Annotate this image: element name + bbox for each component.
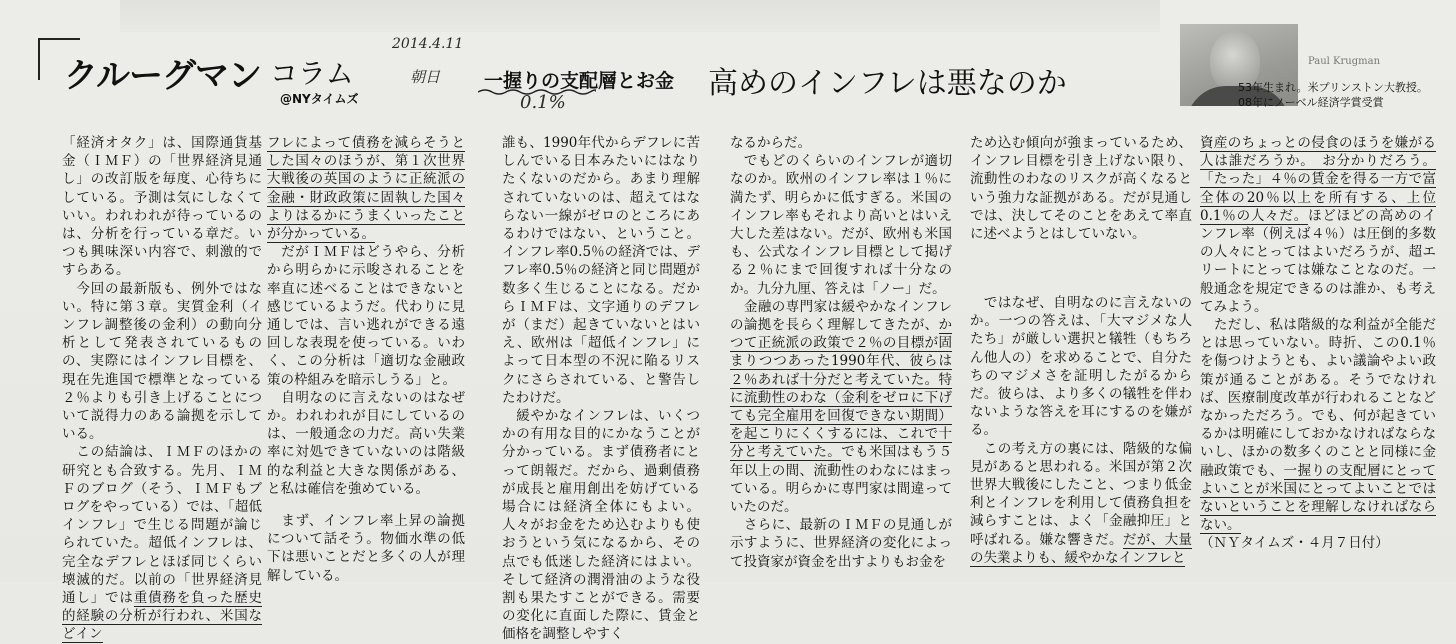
author-bio [1238,80,1438,110]
paragraph-text: ほどほどの高めのインフレ率（例えば４％）は圧倒的多数の人々にとってはよいだろうが、超エリートにとっては嫌なことなのだ。一般通念を規定できるのは誰か、も考えてみよう。 ただし、私は階級的な利益が全能だとは思っていない。時折、この0.1％を傷つけようとも、よい議論やよい政策が通ることがある。そうでなければ、医療制度改革が行われることなどなかっただろう。でも、何が起きているかは明確にしておかなければならないし、ほかの数多くのことと同様に金融政策でも、 [1200,207,1436,479]
handwritten-paper-name: 朝日 [410,68,441,86]
paragraph-text: 誰も、1990年代からデフレに苦しんでいる日本みたいにはなりたくないのだから。あまり理解されていないのは、超えてはならない一線がゼロのところにあるわけではない、ということ。インフレ率0.5％の経済では、デフレ率0.5％の経済と同じ問題が数多く生じることになる。だからＩＭＦは、文字通りのデフレが（まだ）起きていないとはいえ、欧州は「超低インフレ」によって日本型の不況に陥るリスクにさらされている、と警告したわけだ。 緩やかなインフレは、いくつかの有用な目的にかなうことが分かっている。まず債務者にとって朗報だ。だから、過剰債務が成長と雇用創出を妨げている場合には経済全体にもよい。人々がお金をため込むよりも使おうという気になるから、その点でも低迷した経済にはよい。そして経済の潤滑油のような役割も果たすことができる。需要の変化に直面した際に、賃金と価格を調整しやすく [502,135,700,643]
column-source: @NYタイムズ [280,92,359,106]
article-body [62,134,1440,643]
subheadline: 一握りの支配層とお金 [484,70,675,92]
bio-line: 53年生まれ。米プリンストン大教授。 [1238,81,1428,94]
article-column-5-bottom [970,294,1192,567]
paragraph-text: ではなぜ、自明なのに言えないのか。一つの答えは、「大マジメな人たち」が厳しい選択と犠牲（もちろん他人の）を求めることで、自分たちのマジメさを証明したがるからだ。彼らは、より多くの犠牲を伴わないような答えを耳にするのを嫌がる。 この考え方の裏には、階級的な偏見があると思われる。米国が第２次世界大戦後にしたこと、つまり低金利とインフレを利用して債務負担を減らすことは、よく「金融抑圧」と呼ばれる。嫌な響きだ。 [970,295,1192,548]
article-column-6 [1200,134,1436,553]
article-column-1 [62,134,262,644]
paragraph-text: 「経済オタク」は、国際通貨基金（ＩＭＦ）の「世界経済見通し」の改訂版を毎度、心待ちにしている。予測は気にしなくていい。われわれが待っているのは、分析を行っている章だ。いつも興味深い内容で、刺激的ですらある。 今回の最新版も、例外ではない。特に第３章。実質金利（インフレ調整後の金利）の動向分析として発表されているものの、実際にはインフレ目標を、現在先進国で標準となっている２％よりも引き上げることについて説得力のある論拠を示している。 この結論は、ＩＭＦのほかの研究とも合致する。先月、ＩＭＦのブログ（そう、ＩＭＦもブログをやっている）では、「超低インフレ」で生じる問題が論じられていた。超低インフレは、完全なデフレとほぼ同じくらい壊滅的だ。以前の「世界経済見通し」では [62,135,262,607]
article-column-3 [502,134,700,644]
article-signature: （ＮＹタイムズ・４月７日付） [1200,535,1389,552]
paragraph-text: ため込む傾向が強まっているため、インフレ目標を引き上げない限り、流動性のわなのリスクが高くなるという強力な証拠がある。だが見通しでは、決してそのことをあえて率直に述べようとはしていない。 [970,135,1192,243]
faded-masthead-band [120,0,1160,32]
article-column-5 [970,134,1192,243]
article-column-2-bottom [267,512,465,585]
paragraph-text: まず、インフレ率上昇の論拠について話そう。物価水準の低下は悪いことだと多くの人が理解している。 [267,513,465,584]
underlined-passage: 資産のちょっとの侵食のほうを嫌がる人は誰だろうか。 [1200,135,1436,170]
handwritten-date: 2014.4.11 [392,36,464,52]
paragraph-text: なるからだ。 でもどのくらいのインフレが適切なのか。欧州のインフレ率は１％に満たず、明らかに低すぎる。米国のインフレ率もそれより高いとはいえ大した差はない。だが、欧州も米国も、公式なインフレ目標として掲げる２％にまで回復すれば十分なのか。九分九厘、答えは「ノー」だ。 金融の専門家は緩やかなインフレの論拠を長らく理解してきたが、 [730,135,952,334]
underlined-passage: フレによって債務を減らそうとした国々のほうが、第１次世界大戦後の英国のように正統派の金融・財政政策に固執した国々よりはるかにうまくいったことが分かっている。 [267,135,465,243]
underlined-passage: だが、大量の失業よりも、緩やかなインフレと [970,531,1193,566]
column-title-bold: クルーグマン [64,56,261,96]
photo-caption-name: Paul Krugman [1308,56,1381,67]
bio-line: 08年にノーベル経済学賞受賞 [1238,96,1384,109]
headline: 高めのインフレは悪なのか [708,66,1067,101]
article-column-2 [267,134,465,498]
underlined-passage: お分かりだろう。「たった」４％の賃金を得る一方で富全体の20％以上を所有する、上位0.1％の人々だ。 [1200,153,1436,224]
handwritten-percent: 0.1% [520,92,566,113]
paragraph-text: でも米国はもう５年以上の間、流動性のわなにはまっている。明らかに専門家は間違っていたのだ。 さらに、最新のＩＭＦの見通しが示すように、世界経済の変化によって投資家が資金を出すよりもお金を [730,444,953,570]
underlined-passage: 重債務を負った歴史的経験の分析が行われ、米国などイン [62,590,263,643]
paragraph-text: だがＩＭＦはどうやら、分析から明らかに示唆されることを率直に述べることはできないと感じているようだ。代わりに見通しでは、言い逃れができる遠回しな表現を使っている。いわく、この分析は「適切な金融政策の枠組みを暗示しうる」と。 自明なのに言えないのはなぜか。われわれが目にしているのは、一般通念の力だ。高い失業率に対処できていないのは階級的な利益と大きな関係がある、と私は確信を強めている。 [267,244,465,497]
underlined-passage: 一握りの支配層にとってよいことが米国にとってよいことではないということを理解しなければならない。 [1200,462,1437,534]
column-title-rest: コラム [270,57,354,90]
underlined-passage: かつて正統派の政策で２％の目標が固まりつつあった1990年代、彼らは２％あれば十分だと考えていた。特に流動性のわな（金利をゼロに下げても完全雇用を回復できない期間）を起こりにくくするには、これで十分と考えていた。 [730,317,952,461]
article-column-4 [730,134,952,571]
